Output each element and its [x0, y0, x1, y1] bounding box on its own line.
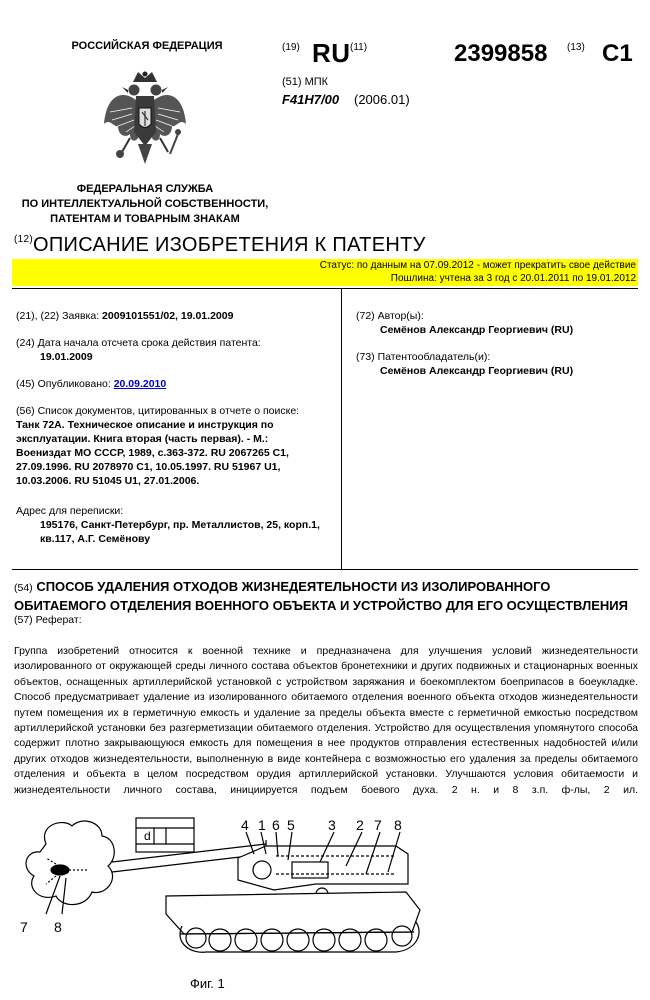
fig-label: 3	[328, 817, 336, 833]
author-field: (72) Автор(ы): Семёнов Александр Георгиевич (RU)	[356, 310, 574, 336]
holder-field: (73) Патентообладатель(и): Семёнов Александр Георгиевич (RU)	[356, 351, 574, 377]
abstract-label: (57) Реферат:	[14, 614, 82, 626]
fig-label: 7	[374, 817, 382, 833]
fig-label: 2	[356, 817, 364, 833]
mpk-class: F41H7/00	[282, 92, 340, 107]
fig-label: 7	[20, 919, 28, 935]
fig-label: d	[144, 829, 151, 843]
coat-of-arms-icon	[100, 68, 190, 176]
status-text: Статус: по данным на 07.09.2012 - может прекратить свое действие	[319, 260, 636, 271]
code-11: (11)	[350, 42, 368, 53]
patent-number: 2399858	[454, 40, 548, 67]
fig-label: 8	[54, 919, 62, 935]
figure-caption: Фиг. 1	[190, 976, 225, 991]
projectile	[51, 865, 69, 875]
cited-documents: (56) Список документов, цитированных в отчете о поиске: Танк 72А. Техническое описание и инструкция по эксплуатации. Книга вторая (часть первая). - М.: Воениздат МО СССР, 1989, с.363-372. RU 2067265 C1, 27.09.1996. RU 2078970 C1, 10.05.1997. RU 51967 U1, 10.03.2006. RU 51045 U1, 27.01.2006.	[16, 405, 300, 487]
document-title: $^{(12)}$ОПИСАНИЕ ИЗОБРЕТЕНИЯ К ПАТЕНТУ	[14, 234, 426, 256]
fee-text: Пошлина: учтена за 3 год с 20.01.2011 по 19.01.2012	[390, 273, 636, 284]
country-code: RU	[312, 38, 351, 68]
column-divider	[341, 289, 342, 569]
mpk-version: (2006.01)	[354, 92, 410, 107]
divider	[12, 569, 638, 570]
fig-label: 5	[287, 817, 295, 833]
divider	[12, 288, 638, 289]
abstract-text: Группа изобретений относится к военной технике и предназначена для улучшения условий жизнедеятельности изолированного от окружающей среды личного состава объектов бронетехники и других подвижных и стационарных военных объектов, оснащенных артиллерийской установкой с устройством заряжания и боекомплектом боеприпасов в боеукладке. Способ предусматривает удаление из изолированного обитаемого отделения военного объекта отходов жизнедеятельности путем помещения их в герметичную емкость и удаление за пределы объекта вместе с герметичной емкостью посредством артиллерийской установки без разгерметизации обитаемого отделения. Устройство для осуществления упомянутого способа содержит плотно закрывающуюся емкость для помещения в нее продуктов отправления естественных надобностей и/или других отходов жизнедеятельности, выполненную в виде контейнера с возможностью его удаления за пределы обитаемого отделения и объекта в целом посредством орудия артиллерийской установки. Улучшаются условия обитаемости и жизнедеятельности личного состава, инициируется подъем боевого духа. 2 н. и 8 з.п. ф-лы, 2 ил.	[14, 645, 638, 796]
tank-figure	[16, 814, 426, 974]
turret	[238, 846, 408, 890]
code-19: (19)	[282, 42, 300, 53]
fig-label: 8	[394, 817, 402, 833]
code-13: (13)	[567, 42, 585, 53]
hull	[166, 892, 420, 934]
start-date-field: (24) Дата начала отсчета срока действия патента: 19.01.2009	[16, 337, 261, 363]
mpk-label: (51) МПК	[282, 76, 329, 88]
published-date-link[interactable]: 20.09.2010	[113, 378, 167, 390]
published-field: (45) Опубликовано: 20.09.2010	[16, 378, 167, 390]
agency-name: ФЕДЕРАЛЬНАЯ СЛУЖБА ПО ИНТЕЛЛЕКТУАЛЬНОЙ СОБСТВЕННОСТИ, ПАТЕНТАМ И ТОВАРНЫМ ЗНАКАМ	[21, 183, 269, 225]
explosion-cloud	[26, 821, 114, 905]
country-name: РОССИЙСКАЯ ФЕДЕРАЦИЯ	[71, 40, 223, 52]
fig-label: 4	[241, 817, 249, 833]
fig-label: 6	[272, 817, 280, 833]
application-field: (21), (22) Заявка: 2009101551/02, 19.01.2009	[16, 310, 234, 322]
fig-label: 1	[258, 817, 266, 833]
invention-title: (54) СПОСОБ УДАЛЕНИЯ ОТХОДОВ ЖИЗНЕДЕЯТЕЛЬНОСТИ ИЗ ИЗОЛИРОВАННОГО ОБИТАЕМОГО ОТДЕЛЕНИЯ ВОЕННОГО ОБЪЕКТА И УСТРОЙСТВО ДЛЯ ЕГО ОСУЩЕСТВЛЕНИЯ	[14, 579, 628, 613]
kind-code: C1	[602, 40, 633, 67]
correspondence-address: Адрес для переписки: 195176, Санкт-Петербург, пр. Металлистов, 25, корп.1, кв.117, А.Г. Семёнову	[16, 505, 320, 545]
